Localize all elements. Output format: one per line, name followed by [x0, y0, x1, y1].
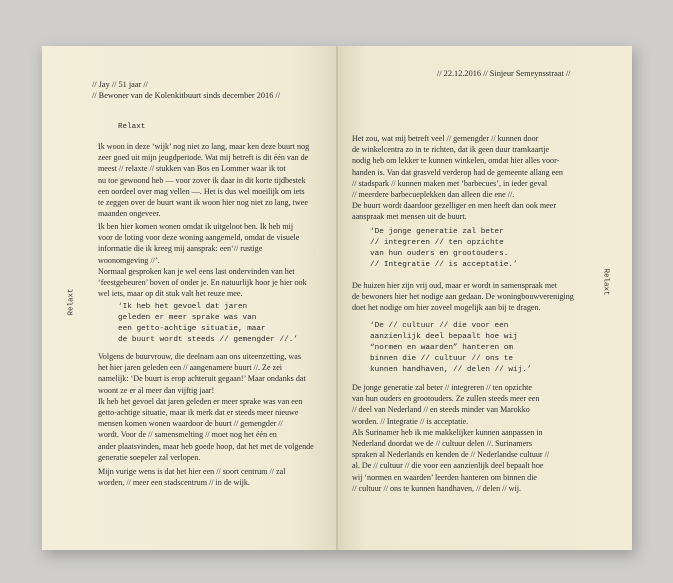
left-paragraph-4: Mijn vurige wens is dat het hier een // soort centrum // zal worden, // meer een stadscentrum // in de wijk. [98, 467, 286, 488]
right-paragraph-3: De jonge generatie zal beter // integreren // ten opzichte van hun ouders en grootouders. Ze zullen steeds meer een // deel van Nederland // en steeds minder van Marokko worden. // Integratie // is acceptatie. Als Surinamer heb ik me makkelijker kunnen aanpassen in Nederland doordat we de // cultuur delen //. Surinamers spraken al Nederlands en kenden de // Nederlandse cultuur // al. De // cultuur // die voor een aanzienlijk deel bepaalt hoe wij ‘normen en waarden’ leerden hanteren om binnen die // cultuur // ons te kunnen handhaven, // delen // wij. [352, 383, 550, 493]
right-pull-quote-1: ‘De jonge generatie zal beter // integreren // ten opzichte van hun ouders en grootouders. // Integratie // is acceptatie.’ [370, 228, 518, 269]
left-page [42, 46, 338, 550]
left-side-label: Relaxt [67, 288, 76, 316]
left-paragraph-1: Ik woon in deze ‘wijk’ nog niet zo lang, maar ken deze buurt nog zeer goed uit mijn jeugdperiode. Wat mij betreft is dit één van de meest // relaxte // stukken van Bos en Lommer waar ik tot nu toe gewoond heb — voor zover ik daar in dit korte tijdbestek een oordeel over mag vellen —. Het is dus wel moeilijk om iets te zeggen over de buurt want ik woon hier nog niet zo lang, twee maanden ongeveer. [98, 142, 310, 219]
section-title: Relaxt [118, 123, 146, 131]
right-page [338, 46, 632, 550]
right-paragraph-1: Het zou, wat mij betreft veel // gemengder // kunnen door de winkelcentra zo in te richten, dat ik geen duur tramkaartje nodig heb om lekker te kunnen winkelen, omdat hier alles voor- handen is. Van dat grasveld verderop had de gemeente allang een // stadspark // kunnen maken met ‘barbecues’, in ieder geval // meerdere barbecueplekken dan alleen die ene //. De buurt wordt daardoor gezelliger en men heeft dan ook meer aanspraak met mensen uit de buurt. [352, 134, 563, 222]
right-side-label: Relaxt [601, 268, 610, 296]
right-paragraph-2: De huizen hier zijn vrij oud, maar er wordt in samenspraak met de bewoners hier het nodige aan gedaan. De woningbouwvereniging doet het nodige om hier zoveel mogelijk aan bij te dragen. [352, 281, 574, 313]
left-paragraph-3: Volgens de buurvrouw, die deelnam aan ons uiteenzetting, was het hier jaren geleden een // aangenamere buurt //. Ze zei namelijk: ‘De buurt is erop achteruit gegaan!’ Maar ondanks dat woont ze er al meer dan vijftig jaar! Ik heb het gevoel dat jaren geleden er meer sprake was van een getto-achtige situatie, maar ik merk dat er steeds meer nieuwe mensen komen wonen waardoor de buurt // gemengder // wordt. Voor de // samensmelting // moet nog het één en ander plaatsvinden, maar heb goede hoop, dat het met de volgende generatie soepeler zal verlopen. [98, 352, 314, 462]
right-header: // 22.12.2016 // Sinjeur Semeynsstraat // [437, 69, 571, 78]
left-pull-quote: ‘Ik heb het gevoel dat jaren geleden er meer sprake was van een getto-achtige situatie, maar de buurt wordt steeds // gemengder //.’ [118, 303, 298, 344]
right-pull-quote-2: ‘De // cultuur // die voor een aanzienlijk deel bepaalt hoe wij “normen en waarden” hanteren om binnen die // cultuur // ons te kunnen handhaven, // delen // wij.’ [370, 322, 532, 374]
left-paragraph-2: Ik ben hier komen wonen omdat ik uitgeloot ben. Ik heb mij voor de loting voor deze woning aangemeld, omdat de visuele informatie die ik kreeg mij aansprak: een‘// rustige woonomgeving //’. Normaal gesproken kan je wel eens last ondervinden van het ‘feestgebeuren’ boven of onder je. En natuurlijk hoor je hier ook wel iets, maar op dit stuk valt het reuze mee. [98, 222, 307, 299]
left-header-line-1: // Jay // 51 jaar // [92, 80, 148, 89]
left-header-line-2: // Bewoner van de Kolenkitbuurt sinds december 2016 // [92, 91, 281, 100]
